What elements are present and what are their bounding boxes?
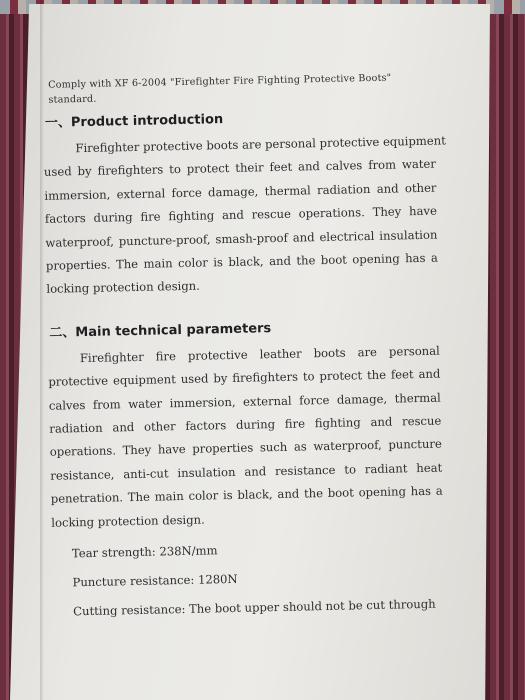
paragraph-line: factors during fire fighting and rescue operations. They have xyxy=(44,203,438,227)
paragraph-line: used by firefighters to protect their feet and calves from water xyxy=(43,157,437,180)
document-content xyxy=(36,70,445,624)
paragraph-line: immersion, external force damage, thermal radiation and other xyxy=(44,180,437,203)
paragraph-line: locking protection design. xyxy=(51,512,205,530)
paragraph-line: protective equipment used by firefighters to protect the feet and xyxy=(48,366,441,390)
standard-line: Comply with XF 6-2004 "Firefighter Fire Fighting Protective Boots" xyxy=(48,72,392,91)
paragraph-line: resistance, anti-cut insulation and resistance to radiant heat xyxy=(50,460,443,483)
paragraph-line: Firefighter fire protective leather boots are personal xyxy=(79,343,440,365)
product-introduction-paragraph xyxy=(43,130,446,302)
paragraph-line: operations. They have properties such as waterproof, puncture xyxy=(49,437,442,460)
technical-parameters-paragraph xyxy=(48,339,444,534)
paragraph-line: locking protection design. xyxy=(46,279,201,297)
section-heading-technical-parameters: 二、Main technical parameters xyxy=(49,320,272,341)
paragraph-line: radiation and other factors during fire fighting and rescue xyxy=(49,413,442,436)
paragraph-line: penetration. The main color is black, and the boot opening has a xyxy=(50,483,443,507)
section-heading-product-introduction: 一、Product introduction xyxy=(44,112,224,131)
spec-cutting-resistance: Cutting resistance: The boot upper should not be cut through xyxy=(73,596,436,619)
paragraph-line: Firefighter protective boots are personal protective equipment xyxy=(75,133,446,156)
paragraph-line: calves from water immersion, external force damage, thermal xyxy=(48,390,441,413)
standard-line: standard. xyxy=(48,93,97,106)
paragraph-line: waterproof, puncture-proof, smash-proof and electrical insulation xyxy=(45,227,438,250)
spec-tear-strength: Tear strength: 238N/mm xyxy=(71,543,218,561)
paragraph-line: properties. The main color is black, and the boot opening has a xyxy=(45,250,438,273)
spec-puncture-resistance: Puncture resistance: 1280N xyxy=(72,571,238,590)
